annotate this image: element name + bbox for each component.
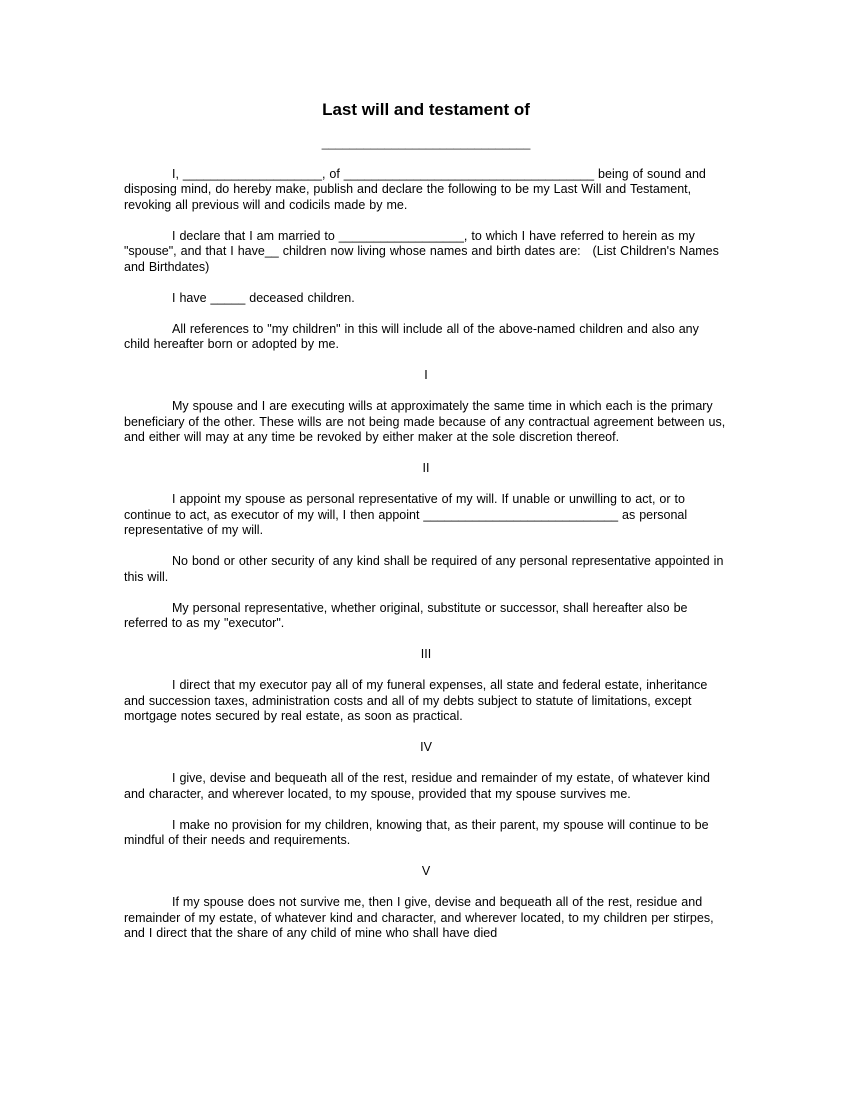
- section-heading-1: I: [424, 368, 428, 382]
- paragraph-marriage-children: I declare that I am married to __________________, to which I have referred to herein as my "spouse", and that I have__ children now living whose names and birth dates are: (List Children's Names and Birthdates): [124, 228, 723, 274]
- testator-name-blank-line: ______________________________: [321, 135, 531, 150]
- section-heading-4: IV: [420, 740, 432, 754]
- paragraph-deceased-children: I have _____ deceased children.: [172, 290, 355, 305]
- paragraph-declaration-opening: I, ____________________, of ____________________________________ being of sound and disposing mind, do hereby make, publish and declare the following to be my Last Will and Testament, revoking all previous will and codicils made by me.: [124, 166, 710, 212]
- document-title: Last will and testament of: [322, 100, 530, 119]
- section-heading-5: V: [421, 864, 431, 878]
- paragraph-expenses-taxes: I direct that my executor pay all of my funeral expenses, all state and federal estate, inheritance and succession taxes, administration costs and all of my debts subject to statute of limitations, except mortgage notes secured by real estate, as soon as practical.: [124, 678, 712, 723]
- paragraph-bequest-to-spouse: I give, devise and bequeath all of the rest, residue and remainder of my estate, of whatever kind and character, and wherever located, to my spouse, provided that my spouse survives me.: [124, 771, 714, 801]
- paragraph-no-bond: No bond or other security of any kind shall be required of any personal representative appointed in this will.: [124, 554, 728, 584]
- paragraph-personal-representative: I appoint my spouse as personal representative of my will. If unable or unwilling to act, or to continue to act, as executor of my will, I then appoint ____________________________ as personal representative of my will.: [124, 492, 692, 537]
- paragraph-spouse-not-survive: If my spouse does not survive me, then I give, devise and bequeath all of the rest, residue and remainder of my estate, of whatever kind and character, and wherever located, to my children per stirpes, and I direct that the share of any child of mine who shall have died: [124, 895, 718, 940]
- paragraph-no-provision-children: I make no provision for my children, knowing that, as their parent, my spouse will continue to be mindful of their needs and requirements.: [124, 817, 713, 847]
- section-heading-2: II: [422, 461, 430, 475]
- paragraph-mutual-wills: My spouse and I are executing wills at approximately the same time in which each is the primary beneficiary of the other. These wills are not being made because of any contractual agreement between us, and either will may at any time be revoked by either maker at the sole discretion thereof.: [124, 399, 730, 444]
- section-heading-3: III: [420, 647, 432, 661]
- paragraph-children-references: All references to "my children" in this will include all of the above-named children and also any child hereafter born or adopted by me.: [124, 321, 703, 351]
- paragraph-executor-definition: My personal representative, whether original, substitute or successor, shall hereafter also be referred to as my "executor".: [124, 600, 692, 630]
